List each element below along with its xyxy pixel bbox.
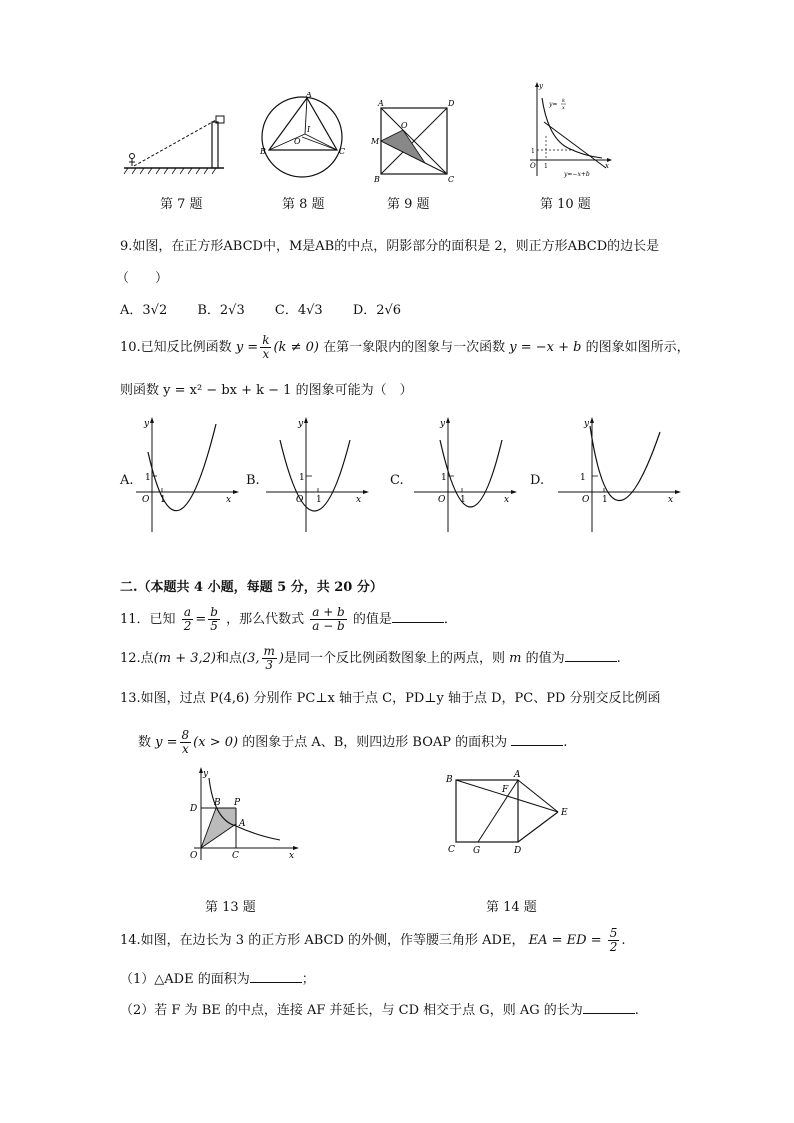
q10d-label-x: x [668,495,674,505]
fig10-label-eq-top: y= [549,101,558,108]
question-9-options [120,302,427,320]
q13-text-a: 数 [138,735,152,750]
q10c-label-one-x: 1 [460,495,466,505]
q12-text-d: 的值为 [525,651,565,666]
q14-sub2-blank[interactable] [583,1001,635,1014]
q10d-label-y: y [584,419,590,429]
q10a-label-one-y: 1 [145,473,151,483]
q10-text-b: 在第一象限内的图象与一次函数 [323,340,506,355]
fig13-label-x: x [289,851,295,861]
question-10-line1 [120,334,690,361]
q10-letter-d[interactable]: D. [530,473,545,488]
caption-fig9: 第 9 题 [387,197,430,212]
q10b-label-x: x [356,495,362,505]
q12-point2: (3, $\frac{m}{3}$ ) [242,644,284,672]
figure-8 [255,92,355,182]
question-14-sub2: （2）若 F 为 BE 的中点，连接 AF 并延长，与 CD 相交于点 G，则 AG 的长为 . [120,1003,639,1018]
question-9-text: 9.如图，在正方形ABCD中，M是AB的中点，阴影部分的面积是 2，则正方形ABCD的边长是 [120,239,660,254]
figure-9 [368,98,458,184]
figure-13 [184,764,304,864]
fig8-label-c: C [339,147,346,156]
q10c-label-y: y [440,419,446,429]
q10-graph-c [410,414,520,534]
q11-frac-b5: $\frac{b}{5}$ [210,605,218,633]
q13-text-b: 的图象于点 A、B，则四边形 BOAP 的面积为 [242,735,508,750]
fig8-label-i: I [307,125,311,134]
q14-text: 14.如图，在边长为 3 的正方形 ABCD 的外侧，作等腰三角形 ADE， [120,933,525,948]
fig10-label-x: x [562,105,565,111]
fig13-label-a: A [239,819,246,829]
question-11: 11．已知 $\frac{a}{2}$ = $\frac{b}{5}$ ，那么代数式 $\frac{a + b}{a - b}$ 的值是 ． [120,605,457,633]
fig14-label-d: D [514,846,522,856]
fig9-label-c: C [448,175,455,184]
fig8-label-b: B [260,147,266,156]
fig13-label-d: D [190,804,198,814]
q10b-label-origin: O [296,495,304,505]
caption-fig14: 第 14 题 [486,900,537,915]
fig14-label-e: E [561,808,568,818]
fig13-label-p: P [234,798,241,808]
fig14-label-a: A [514,770,521,780]
q9-option-c[interactable]: C．4√3 [274,303,323,318]
q12-m: m [509,651,522,666]
fig14-label-b: B [446,775,453,785]
caption-fig7: 第 7 题 [160,197,203,212]
q10d-label-origin: O [582,495,590,505]
fig10-label-y: y [539,82,543,90]
fig14-label-f: F [502,785,509,795]
caption-fig8: 第 8 题 [282,197,325,212]
q14-sub2-text: （2）若 F 为 BE 的中点，连接 AF 并延长，与 CD 相交于点 G，则 AG 的长为 [120,1003,583,1018]
fig8-label-o: O [294,137,301,146]
q11-answer-blank[interactable] [392,610,444,623]
q11-suffix: 的值是 [352,612,392,627]
q10b-label-one-x: 1 [316,495,322,505]
q10-letter-c[interactable]: C. [390,473,404,488]
q14-frac-5-2: $\frac{5}{2}$ [609,926,618,954]
question-14-line1: 14.如图，在边长为 3 的正方形 ABCD 的外侧，作等腰三角形 ADE， EA = ED = $\frac{5}{2}$ . [120,926,626,954]
q10-letter-b[interactable]: B. [246,473,260,488]
question-13-line2: 数 y = $\frac{8}{x}$ (x > 0) 的图象于点 A、B，则四边形 BOAP 的面积为 . [138,728,568,756]
fig8-label-a: A [306,92,312,99]
q10-letter-a[interactable]: A. [120,473,134,488]
question-10-line2: 则函数 y = x² − bx + k − 1 的图象可能为（ ） [120,383,413,398]
fig10-label-k: k [562,98,566,104]
q10c-label-x: x [504,495,510,505]
fig9-label-m: M [371,137,380,146]
q12-text-a: 12.点 [120,651,154,666]
q10c-label-one-y: 1 [441,473,447,483]
q10a-label-one-x: 1 [160,495,166,505]
fig14-label-g: G [473,846,481,856]
q10a-label-y: y [144,419,150,429]
fig13-label-c: C [232,851,239,861]
question-9-paren: （ ） [116,271,169,286]
q9-option-a[interactable]: A．3√2 [120,303,168,318]
q10-graph-a [132,414,242,534]
q13-answer-blank[interactable] [511,733,563,746]
figure-7 [120,108,230,178]
q12-text-c: 是同一个反比例函数图象上的两点，则 [283,651,505,666]
q10-graph-b [262,414,372,534]
caption-fig13: 第 13 题 [205,900,256,915]
caption-fig10: 第 10 题 [540,197,591,212]
q10d-label-one-x: 1 [602,495,608,505]
fig9-label-b: B [374,175,380,184]
q10d-label-one-y: 1 [580,473,586,483]
question-13-line1: 13.如图，过点 P(4,6) 分别作 PC⊥x 轴于点 C，PD⊥y 轴于点 D，PC、PD 分别交反比例函 [120,691,661,706]
fig13-label-o: O [190,851,198,861]
figure-10 [522,80,614,180]
q11-mid: ，那么代数式 [226,612,305,627]
question-12: 12.点(m + 3,2)和点(3, $\frac{m}{3}$ )是同一个反比例函数图象上的两点，则 m 的值为 . [120,644,621,672]
q14-sub1-end: ； [301,972,315,987]
q10a-label-origin: O [142,495,150,505]
fig10-label-one-x: 1 [544,163,548,170]
fig13-label-y: y [203,769,209,779]
fig9-label-a: A [378,99,384,108]
q10b-label-y: y [298,419,304,429]
q14-eq: EA = ED = [528,933,602,948]
q10c-label-origin: O [438,495,446,505]
fig14-label-c: C [448,845,455,855]
q13-formula: y = $\frac{8}{x}$ (x > 0) [155,728,239,756]
fig9-label-o: O [401,121,408,130]
section-2-heading: 二.（本题共 4 小题，每题 5 分，共 20 分） [120,580,383,595]
q10a-label-x: x [226,495,232,505]
q12-text-b: 和点 [216,651,243,666]
fig9-label-d: D [448,99,455,108]
fig10-label-origin: O [530,162,536,170]
q14-sub1-blank[interactable] [250,970,302,983]
q10-text-a: 10.已知反比例函数 [120,340,232,355]
fig10-label-xaxis: x [605,162,609,170]
q11-frac-expr: $\frac{a + b}{a - b}$ [312,605,345,633]
q11-frac-a2: $\frac{a}{2}$ [183,605,192,633]
question-14-sub1 [120,970,315,989]
q9-option-d[interactable]: D．2√6 [352,303,402,318]
fig13-label-b: B [214,798,221,808]
figure-14 [440,766,576,860]
q12-point1: (m + 3,2) [153,651,216,666]
q10-formula-inverse: y = $\frac{k}{x}$ (k ≠ 0) [235,333,319,361]
q12-answer-blank[interactable] [565,649,617,662]
q9-option-b[interactable]: B．2√3 [197,303,245,318]
fig10-label-eq-bottom: y=−x+b [564,171,590,178]
fig10-label-one-y: 1 [531,148,535,155]
q10-graph-d [554,414,684,534]
q10b-label-one-y: 1 [299,473,305,483]
q14-sub1-text: （1）△ADE 的面积为 [120,972,250,987]
q11-prefix: 11．已知 [120,612,176,627]
q10-text-c: 的图象如图所示， [585,340,690,355]
q10-formula-linear: y = −x + b [509,340,586,355]
